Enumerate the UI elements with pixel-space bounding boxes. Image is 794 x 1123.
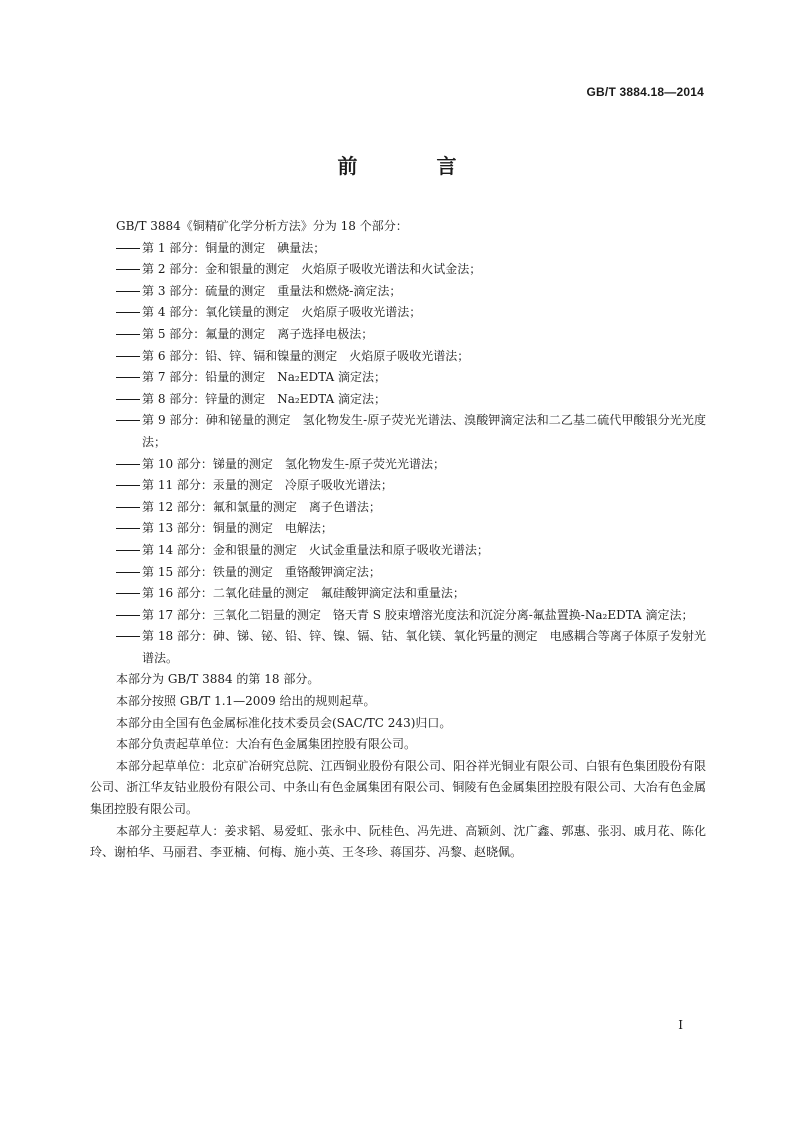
em-dash-icon	[116, 312, 140, 313]
part-text: 第 11 部分：汞量的测定 冷原子吸收光谱法；	[142, 478, 393, 493]
em-dash-icon	[116, 399, 140, 400]
em-dash-icon	[116, 356, 140, 357]
list-item	[90, 518, 706, 540]
part-text: 第 18 部分：砷、锑、铋、铅、锌、镍、镉、钴、氧化镁、氧化钙量的测定 电感耦合等离子体原子发射光谱法。	[142, 629, 706, 665]
standard-code: GB/T 3884.18—2014	[586, 85, 704, 99]
list-item	[90, 410, 706, 453]
part-text: 第 2 部分：金和银量的测定 火焰原子吸收光谱法和火试金法；	[142, 262, 482, 277]
foreword-body	[90, 216, 706, 864]
list-item	[90, 238, 706, 260]
part-text: 第 9 部分：砷和铋量的测定 氢化物发生-原子荧光光谱法、溴酸钾滴定法和二乙基二硫代甲酸银分光光度法；	[142, 413, 706, 449]
intro-paragraph: GB/T 3884《铜精矿化学分析方法》分为 18 个部分：	[116, 219, 408, 233]
list-item	[90, 302, 706, 324]
list-item	[90, 540, 706, 562]
part-statement: 本部分为 GB/T 3884 的第 18 部分。	[116, 672, 320, 687]
em-dash-icon	[116, 572, 140, 573]
part-text: 第 17 部分：三氧化二铝量的测定 铬天青 S 胶束增溶光度法和沉淀分离-氟盐置换-Na₂EDTA 滴定法；	[142, 607, 694, 622]
part-text: 第 10 部分：锑量的测定 氢化物发生-原子荧光光谱法；	[142, 456, 445, 471]
em-dash-icon	[116, 507, 140, 508]
em-dash-icon	[116, 334, 140, 335]
part-text: 第 15 部分：铁量的测定 重铬酸钾滴定法；	[142, 564, 381, 579]
em-dash-icon	[116, 377, 140, 378]
list-item	[90, 324, 706, 346]
part-text: 第 3 部分：硫量的测定 重量法和燃烧-滴定法；	[142, 283, 402, 298]
part-text: 第 8 部分：锌量的测定 Na₂EDTA 滴定法；	[142, 391, 386, 406]
list-item	[90, 497, 706, 519]
page-number: I	[678, 1018, 683, 1032]
em-dash-icon	[116, 485, 140, 486]
list-item	[90, 626, 706, 669]
responsible-drafter: 本部分负责起草单位：大冶有色金属集团控股有限公司。	[116, 737, 417, 752]
part-text: 第 5 部分：氟量的测定 离子选择电极法；	[142, 326, 374, 341]
list-item	[90, 259, 706, 281]
em-dash-icon	[116, 636, 140, 637]
em-dash-icon	[116, 269, 140, 270]
list-item	[90, 389, 706, 411]
list-item	[90, 346, 706, 368]
technical-committee: 本部分由全国有色金属标准化技术委员会(SAC/TC 243)归口。	[116, 715, 452, 730]
main-drafters: 本部分主要起草人：姜求韬、易爱虹、张永中、阮桂色、冯先进、高颖剑、沈广鑫、郭惠、张羽、戚月花、陈化玲、谢柏华、马丽君、李亚楠、何梅、施小英、王冬珍、蒋国芬、冯黎、赵晓佩。	[90, 823, 706, 860]
em-dash-icon	[116, 291, 140, 292]
em-dash-icon	[116, 550, 140, 551]
list-item	[90, 583, 706, 605]
part-text: 第 7 部分：铅量的测定 Na₂EDTA 滴定法；	[142, 370, 386, 385]
part-text: 第 14 部分：金和银量的测定 火试金重量法和原子吸收光谱法；	[142, 542, 489, 557]
em-dash-icon	[116, 464, 140, 465]
list-item	[90, 562, 706, 584]
drafting-organizations: 本部分起草单位：北京矿冶研究总院、江西铜业股份有限公司、阳谷祥光铜业有限公司、白银有色集团股份有限公司、浙江华友钴业股份有限公司、中条山有色金属集团有限公司、铜陵有色金属集团控股有限公司、大冶有色金属集团控股有限公司。	[90, 758, 706, 817]
em-dash-icon	[116, 248, 140, 249]
part-text: 第 6 部分：铅、锌、镉和镍量的测定 火焰原子吸收光谱法；	[142, 348, 470, 363]
list-item	[90, 367, 706, 389]
parts-list	[90, 238, 706, 670]
part-text: 第 16 部分：二氧化硅量的测定 氟硅酸钾滴定法和重量法；	[142, 586, 465, 601]
part-text: 第 13 部分：铜量的测定 电解法；	[142, 521, 333, 536]
em-dash-icon	[116, 420, 140, 421]
list-item	[90, 454, 706, 476]
part-text: 第 12 部分：氟和氯量的测定 离子色谱法；	[142, 499, 381, 514]
list-item	[90, 281, 706, 303]
part-text: 第 1 部分：铜量的测定 碘量法；	[142, 240, 326, 255]
em-dash-icon	[116, 593, 140, 594]
drafting-rules: 本部分按照 GB/T 1.1—2009 给出的规则起草。	[116, 694, 376, 709]
page-title: 前 言	[337, 154, 493, 178]
part-text: 第 4 部分：氧化镁量的测定 火焰原子吸收光谱法；	[142, 305, 422, 320]
list-item	[90, 475, 706, 497]
list-item	[90, 605, 706, 627]
em-dash-icon	[116, 615, 140, 616]
em-dash-icon	[116, 528, 140, 529]
